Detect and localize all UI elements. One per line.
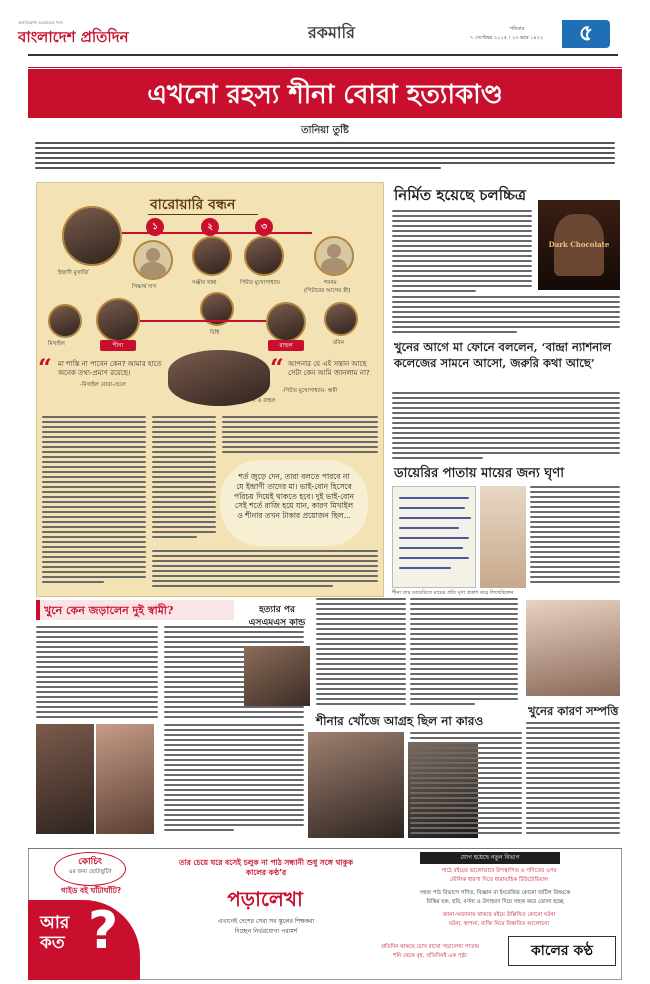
husband-name-1: সিদ্ধার্থ দাস <box>132 284 157 290</box>
husband-photo-1 <box>36 724 94 834</box>
sheena-portrait <box>96 298 140 342</box>
title-underline <box>148 214 258 215</box>
family-tree-title: বারোয়ারি বন্ধন <box>150 197 236 213</box>
pull-quote: শর্ত জুড়ে দেন, তারা বলতে পারবে না যে ইন্দ্রাণী তাদের মা। ভাই-বোন হিসেবে পরিচয় দিয়েই থাকতে হবে। দুই ভাই-বোন সেই শর্তে রাজি হয়ে যান, কারণ মিখাইল ও শীনার তখন টাকার প্রয়োজন ছিল... <box>220 460 368 546</box>
film-text-continued <box>392 296 620 336</box>
husbands-text-1 <box>36 626 158 720</box>
family-column-2 <box>152 416 216 546</box>
shabnam-silhouette <box>314 236 354 276</box>
page-number-badge: ৫ <box>562 20 610 48</box>
mikhail-name: মিখাইল <box>48 341 65 347</box>
intro-paragraph <box>35 142 615 176</box>
page-header <box>0 0 650 56</box>
ad-right-5: জানা-অজানায় থাকছে বইয়ে উল্লিখিত কোনো ঘটনা <box>442 912 556 918</box>
husband-number-1: ১ <box>146 218 164 236</box>
husband-name-2: সঞ্জীব খান্না <box>192 280 217 286</box>
ad-schedule-1: প্রতিদিন থাকছে চোখ রাখো পড়ালেখা পাতায় <box>380 944 480 950</box>
phone-headline: খুনের আগে মা ফোনে বললেন, ‘বান্দ্রা ন্যাশনাল কলেজের সামনে আসো, জরুরি কথা আছে’ <box>394 340 612 370</box>
ad-more-text: আর কত <box>40 913 70 953</box>
ad-coaching-question: এর জন্য ছোটাছুটি? <box>68 868 112 875</box>
family-column-1 <box>42 416 146 592</box>
quote-mark-right: “ <box>270 353 284 382</box>
quote-peter-by: -পিটার মুখোপাধ্যায়- স্বামী <box>282 388 338 394</box>
ad-schedule-2: শনি থেকে বৃহ. প্রতিদিনই এক পৃষ্ঠা <box>393 953 467 959</box>
ad-brand-sub-1: এখানেই দেশের সেরা সব স্কুলের শিক্ষকরা <box>217 918 315 925</box>
sms-text <box>316 598 406 708</box>
family-column-3-top <box>222 416 378 460</box>
shabnam-name: শবনম <box>324 280 337 286</box>
shabnam-note: (পিটারের আগের স্ত্রী) <box>304 288 351 294</box>
film-poster <box>538 200 620 290</box>
diary-text <box>530 486 620 588</box>
poster-title: Dark Chocolate <box>548 240 610 249</box>
film-headline: নির্মিত হয়েছে চলচ্চিত্র <box>394 186 527 204</box>
ad-mid-text: তার চেয়ে ঘরে বসেই চলুক না পাঠ সন্ধানী শুধু সঙ্গে থাকুক কালের কণ্ঠ’র <box>178 858 353 877</box>
peter-portrait <box>244 236 284 276</box>
robin-portrait <box>324 302 358 336</box>
sms-headline: হত্যার পর এসএমএস কান্ড <box>248 605 306 628</box>
quote-mikhail: মা শাস্তি না পাবেন কেন? আমার হাতে অনেক তথ্য-প্রমাণ রয়েছে। <box>58 360 162 378</box>
byline: তানিয়া তুষ্টি <box>301 125 349 136</box>
siddhartha-silhouette <box>133 240 173 280</box>
ad-question-mark: ? <box>88 901 119 961</box>
diary-page-image <box>392 486 476 588</box>
relationship-line <box>140 320 266 322</box>
film-text <box>392 210 532 294</box>
diary-caption: শীনা তার ডায়েরিতে মায়ের প্রতি ঘৃণা প্রকাশ করে লিখেছিলেন <box>392 590 514 596</box>
motive-headline: খুনের কারণ সম্পত্তি <box>528 704 619 718</box>
indrani-photo <box>96 724 154 834</box>
robin-name: রবিন <box>333 340 344 346</box>
ad-new-section-strip: যোগ হয়েছে নতুন বিভাগ <box>420 852 560 864</box>
sheena-smiling-photo <box>526 600 620 696</box>
sanjeev-portrait <box>192 236 232 276</box>
ad-right-6: ঘটনা, স্থাপনা, ব্যক্তি নিয়ে বিস্তারিত আলোচনা <box>448 921 550 927</box>
section-title: রকমারি <box>308 23 355 42</box>
phone-text <box>392 392 620 462</box>
ad-right-2: মৌলিক ধারণা দিতে ধারাবাহিক টিউটোরিয়াল <box>449 877 549 883</box>
husbands-text-3 <box>164 724 304 834</box>
no-interest-headline: শীনার খোঁজে আগ্রহ ছিল না কারও <box>316 714 484 728</box>
newspaper-logo[interactable]: বাংলাদেশ প্রতিদিন <box>18 28 129 46</box>
no-interest-text <box>410 732 522 838</box>
photo-caption: শীনা ও রাহুল <box>246 398 276 404</box>
sms-text-2 <box>410 598 518 708</box>
indrani-portrait <box>62 206 122 266</box>
main-headline: এখনো রহস্য শীনা বোরা হত্যাকাণ্ড <box>28 66 622 118</box>
issue-date: ৭ সেপ্টেম্বর ২০১৫ । ২৩ ভাদ্র ১৪২২ <box>470 35 544 41</box>
ad-coaching: কোচিং <box>78 857 102 867</box>
issue-day: শনিবার <box>510 26 525 32</box>
ad-right-4: বিস্তির ছক, ছবি, বর্ণনা ও উদাহরণ দিয়ে সহজ করে তোলা হচ্ছে <box>426 899 564 905</box>
husband-number-2: ২ <box>201 218 219 236</box>
ad-coaching-bubble <box>54 852 126 886</box>
husband-name-3: পিটার মুখোপাধ্যায় <box>240 280 280 286</box>
rahul-name-tag: রাহুল <box>268 340 304 351</box>
bidhi-name: বিধি <box>210 330 220 336</box>
ad-brand: পড়ালেখা <box>227 887 303 911</box>
rahul-portrait <box>266 302 306 342</box>
ad-guide-question: গাইড বই ঘাঁটাঘাঁটি? <box>60 886 122 895</box>
husbands-headline: খুনে কেন জড়ালেন দুই স্বামী? <box>44 604 174 617</box>
sms-photo <box>244 646 310 706</box>
ad-right-1: পাঠে বইয়ের ভালোভাবে উপস্থাপিত ও গণিতের ওপর <box>441 868 557 874</box>
logo-tagline: অপ্রতিরোধ্য অগ্রযাত্রার পথে <box>18 20 63 25</box>
quote-mark-left: “ <box>38 353 52 382</box>
diary-headline: ডায়েরির পাতায় মায়ের জন্য ঘৃণা <box>394 466 564 481</box>
rahul-photo <box>308 732 404 838</box>
ad-right-3: সহজ পাঠ বিভাগে গণিত, বিজ্ঞান বা ইংরেজির কোনো জটিল বিষয়কে <box>419 890 571 896</box>
husband-number-3: ৩ <box>255 218 273 236</box>
quote-mikhail-by: -মিখাইল বোরা-ছেলে <box>80 382 126 388</box>
kaler-kantho-logo[interactable]: কালের কণ্ঠ <box>508 936 616 966</box>
family-column-bottom <box>152 550 378 592</box>
mikhail-portrait <box>48 304 82 338</box>
ad-brand-sub-2: দিচ্ছেন নির্ভরযোগ্য পরামর্শ <box>234 928 298 935</box>
header-rule <box>28 54 618 56</box>
indrani-name: ইন্দ্রাণী মুখার্জি <box>58 270 89 276</box>
ad-top-line <box>28 848 622 849</box>
motive-text <box>526 722 620 838</box>
sheena-name-tag: শীনা <box>100 340 136 351</box>
sheena-sketch <box>480 486 526 588</box>
quote-peter: আপনার যে এই সন্তান আছে সেটা কেন আমি জানলাম না? <box>288 360 370 378</box>
